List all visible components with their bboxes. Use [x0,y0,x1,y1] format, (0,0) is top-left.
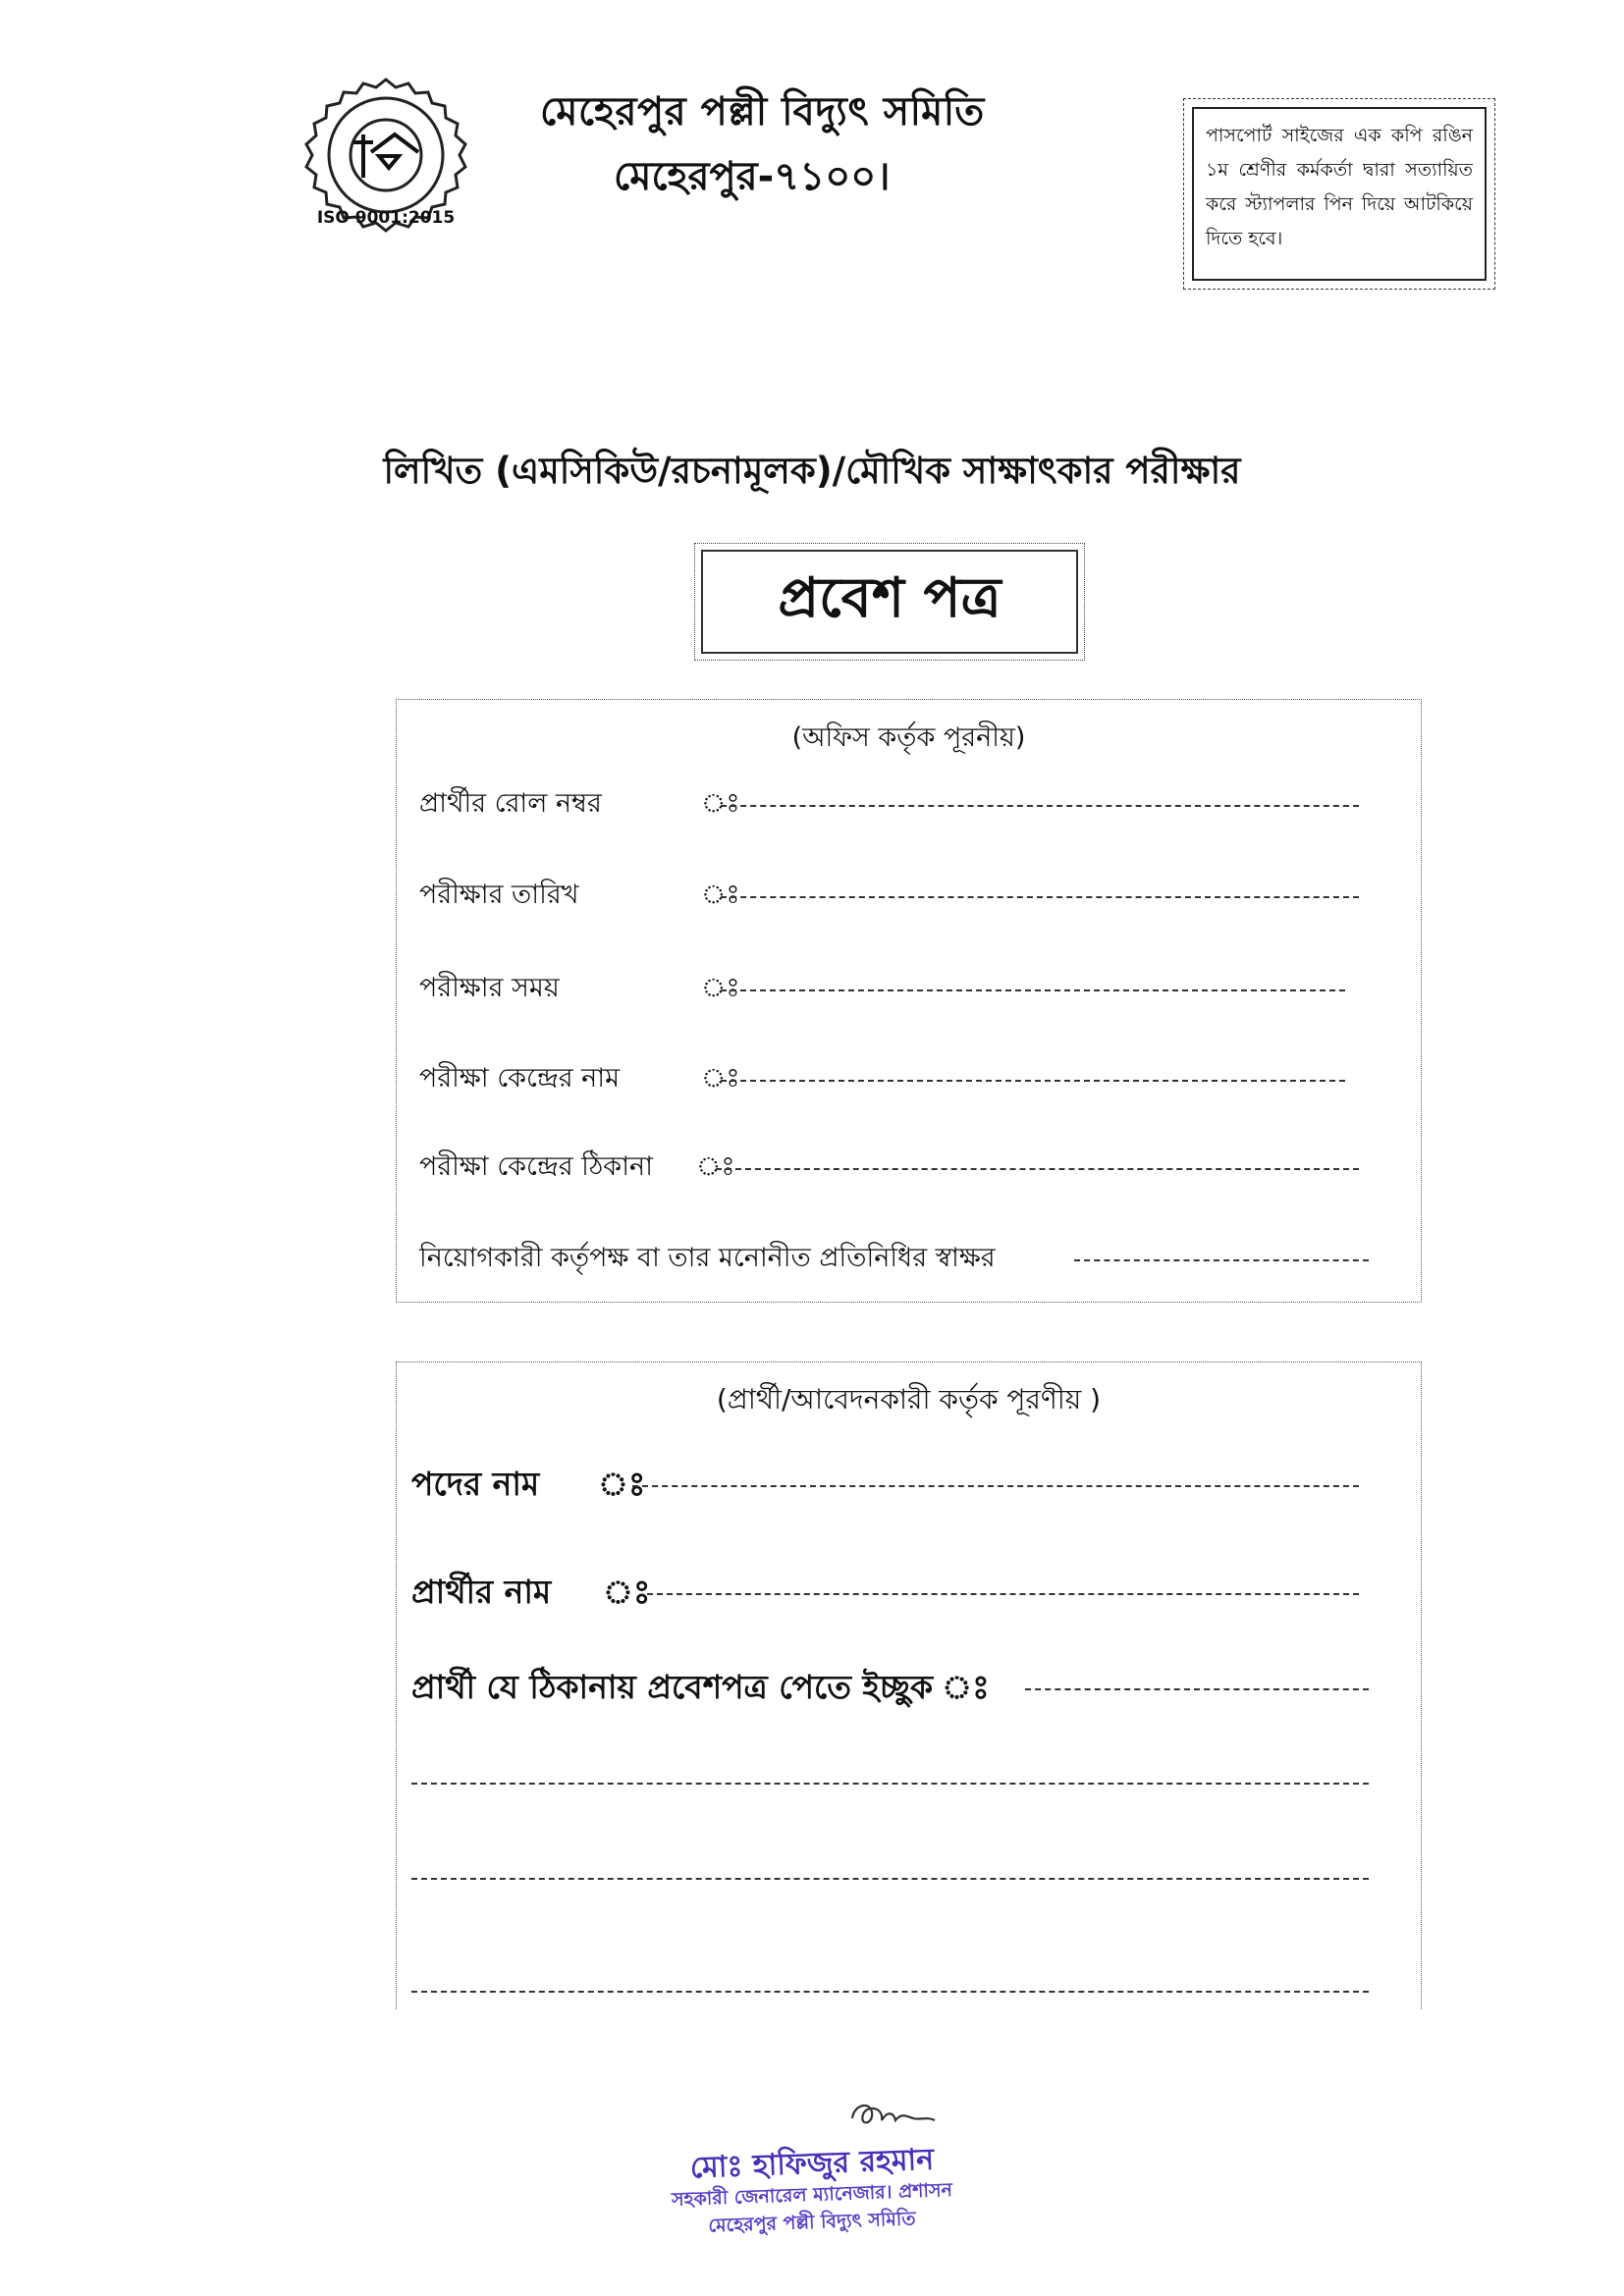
exam-date-label: পরীক্ষার তারিখ [419,880,579,910]
authority-signature-label: নিয়োগকারী কর্তৃপক্ষ বা তার মনোনীত প্রতিনিধির স্বাক্ষর [419,1243,996,1273]
post-name-separator: ঃ [598,1465,646,1503]
exam-center-address-field[interactable] [716,1168,1359,1170]
exam-center-name-label: পরীক্ষা কেন্দ্রের নাম [419,1063,621,1094]
roll-number-separator: ঃ [701,788,740,819]
organization-name: মেহেরপুর পল্লী বিদ্যুৎ সমিতি [540,89,985,134]
applicant-name-field[interactable] [647,1593,1359,1595]
mailing-address-field-line-2[interactable] [411,1783,1369,1785]
exam-time-separator: ঃ [701,973,740,1003]
exam-time-label: পরীক্ষার সময় [419,973,560,1003]
office-use-section [396,699,1422,1303]
mailing-address-field-line-3[interactable] [411,1878,1369,1880]
exam-center-address-label: পরীক্ষা কেন্দ্রের ঠিকানা [419,1151,653,1182]
applicant-name-separator: ঃ [603,1573,651,1611]
signer-name-stamp: মোঃ হাফিজুর রহমান [689,2142,935,2186]
exam-title: লিখিত (এমসিকিউ/রচনামূলক)/মৌখিক সাক্ষাৎকার পরীক্ষার [383,450,1241,492]
logo-iso-text: ISO 9001:2015 [316,208,456,228]
exam-center-name-field[interactable] [721,1080,1345,1082]
admit-card-title: প্রবেশ পত্র [701,550,1078,654]
applicant-section [396,1362,1422,2009]
signer-organization-stamp: মেহেরপুর পল্লী বিদ্যুৎ সমিতি [707,2208,916,2237]
roll-number-field[interactable] [721,805,1359,807]
applicant-section-heading: (প্রার্থী/আবেদনকারী কর্তৃক পূরণীয় ) [716,1383,1102,1415]
exam-date-field[interactable] [721,896,1359,898]
office-section-heading: (অফিস কর্তৃক পূরনীয়) [791,722,1026,753]
mailing-address-label: প্রার্থী যে ঠিকানায় প্রবেশপত্র পেতে ইচ্ছুক ঃ [411,1668,990,1706]
signer-designation-stamp: সহকারী জেনারেল ম্যানেজার। প্রশাসন [671,2179,953,2211]
handwritten-signature [844,2091,943,2135]
roll-number-label: প্রার্থীর রোল নম্বর [419,788,602,819]
photo-placeholder-box [1183,98,1495,290]
mailing-address-field-line-1[interactable] [1025,1688,1369,1690]
exam-date-separator: ঃ [701,880,740,910]
exam-center-name-separator: ঃ [701,1063,740,1094]
exam-time-field[interactable] [721,989,1345,991]
organization-logo [273,74,499,236]
photo-instruction: পাসপোর্ট সাইজের এক কপি রঙিন ১ম শ্রেণীর কর্মকর্তা দ্বারা সত্যায়িত করে স্ট্যাপলার পিন দিয়ে আটকিয়ে দিতে হবে। [1192,107,1487,281]
exam-center-address-separator: ঃ [696,1151,735,1182]
mailing-address-field-line-4[interactable] [411,1991,1369,1993]
authority-signature-field[interactable] [1074,1259,1369,1261]
applicant-name-label: প্রার্থীর নাম [411,1573,552,1611]
post-name-label: পদের নাম [411,1465,540,1503]
organization-address: মেহেরপুর-৭১০০। [614,154,891,199]
post-name-field[interactable] [632,1485,1359,1487]
admit-card-title-box [694,543,1085,661]
